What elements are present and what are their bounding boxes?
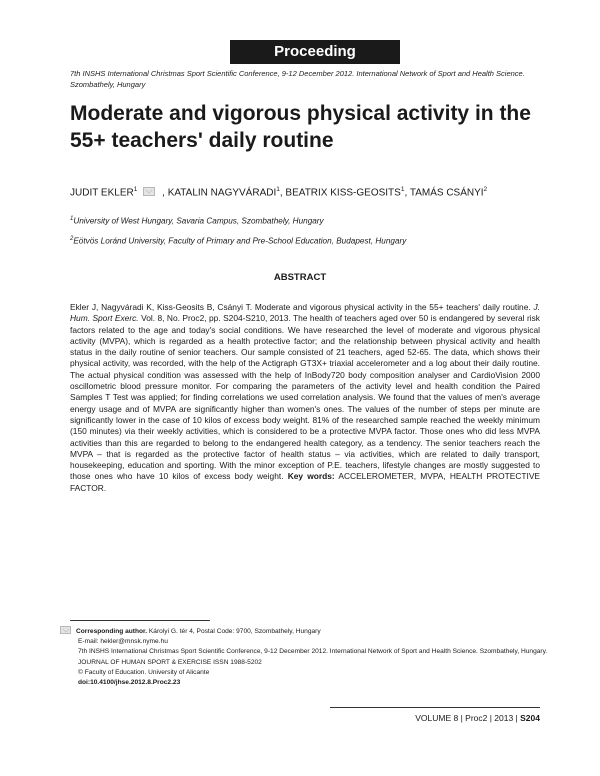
affiliation-marker: 2 (70, 236, 74, 242)
email-line: E-mail: hekler@mnsk.nyme.hu (78, 638, 168, 646)
page-number: S204 (520, 713, 540, 723)
affiliation-marker: 1 (70, 216, 74, 222)
author-name: , TAMÁS CSÁNYI (404, 187, 484, 199)
footnote (60, 626, 550, 688)
affiliation-marker: 2 (483, 186, 488, 193)
keywords-text: ACCELEROMETER, MVPA, HEALTH PROTECTIVE FACTOR. (70, 471, 540, 493)
author-name: , BEATRIX KISS-GEOSITS (279, 187, 401, 199)
abstract-text: The health of teachers aged over 50 is endangered by several risk factors related to the age and today's social conditions. We have researched the level of moderate and vigorous physical activity (MVPA), which is regarded as a health protective factor; and the relationship between physical activity and health status in the daily routine of senior teachers. Our sample consisted of 21 teachers, aged 52-65. The data, which shows their physical activity, was recorded, with the help of the Actigraph GT3X+ triaxial accelerometer and a log about their daily routine. The actual physical condition was assessed with the help of InBody720 body composition analyser and CardioVision 2000 oscillometric blood pressure monitor. For comparing the parameters of the activity level and health condition the Paired Samples T Test was applied; for finding correlations we used correlation analysis. We found that the values of men's average energy usage and of MVPA are significantly higher than women's ones. The values of the number of steps per minute are significantly lower in the case of 10 kilos of excess body weight. 81% of the researched sample reached the weekly minimum (150 minutes) via their weekly activities, which is considered to be a protective MVPA factor. Those ones who did less MVPA activities than this are regarded to belong to the endangered health category, as a tendency. The senior teachers reach the MVPA – that is regarded as the protective factor of health status – via activities, which are related to daily transport, housekeeping, education and sporting. With the minor exception of P.E. teachers, lifestyle changes are mostly suggested to those ones who have 10 kilos of excess body weight. (70, 313, 540, 482)
mail-icon (143, 187, 155, 196)
corresponding-author (60, 626, 550, 637)
mail-icon (60, 626, 71, 634)
citation-text: Vol. 8, No. Proc2, pp. S204-S210, 2013. (138, 313, 291, 324)
journal-issn: JOURNAL OF HUMAN SPORT & EXERCISE ISSN 1988-5202 (78, 658, 262, 666)
proceeding-banner: Proceeding (230, 40, 400, 64)
affiliation-marker: 1 (133, 186, 138, 193)
author-name: JUDIT EKLER (70, 187, 134, 199)
journal-name: J. Hum. Sport Exerc. (70, 302, 540, 324)
footnote-divider (70, 620, 210, 621)
volume-info: VOLUME 8 | Proc2 | 2013 | (415, 713, 518, 723)
abstract-body (70, 302, 540, 494)
affiliation-text: University of West Hungary, Savaria Campus, Szombathely, Hungary (73, 216, 324, 226)
corresponding-label: Corresponding author. (76, 628, 148, 635)
author-name: , KATALIN NAGYVÁRADI (162, 187, 277, 199)
affiliation-1 (70, 216, 550, 226)
keywords-label: Key words: (287, 471, 335, 482)
affiliation-text: Eötvös Loránd University, Faculty of Primary and Pre-School Education, Budapest, Hungary (73, 236, 407, 246)
abstract-heading: ABSTRACT (273, 272, 327, 283)
footer-divider (330, 707, 540, 708)
affiliation-2 (70, 236, 550, 246)
page-footer (330, 713, 540, 723)
copyright-line: © Faculty of Education. University of Alicante (78, 668, 210, 676)
conference-line: 7th INSHS International Christmas Sport Scientific Conference, 9-12 December 2012. International Network of Sport and Health Science. Szombathely, Hungary (70, 69, 525, 89)
author-list (70, 186, 550, 198)
affiliation-marker: 1 (400, 186, 405, 193)
affiliation-marker: 1 (276, 186, 280, 193)
corresponding-address: Károlyi G. tér 4, Postal Code: 9700, Szombathely, Hungary (147, 628, 321, 635)
paper-title: Moderate and vigorous physical activity in the 55+ teachers' daily routine (70, 102, 531, 152)
citation-text: Ekler J, Nagyváradi K, Kiss-Geosits B, Csányi T. Moderate and vigorous physical activity in the 55+ teachers' daily routine. (70, 302, 534, 312)
conference-note: 7th INSHS International Christmas Sport Scientific Conference, 9-12 December 2012. International Network of Sport and Health Science. Szombathely, Hungary. (78, 648, 548, 656)
doi-line: doi:10.4100/jhse.2012.8.Proc2.23 (78, 679, 181, 687)
